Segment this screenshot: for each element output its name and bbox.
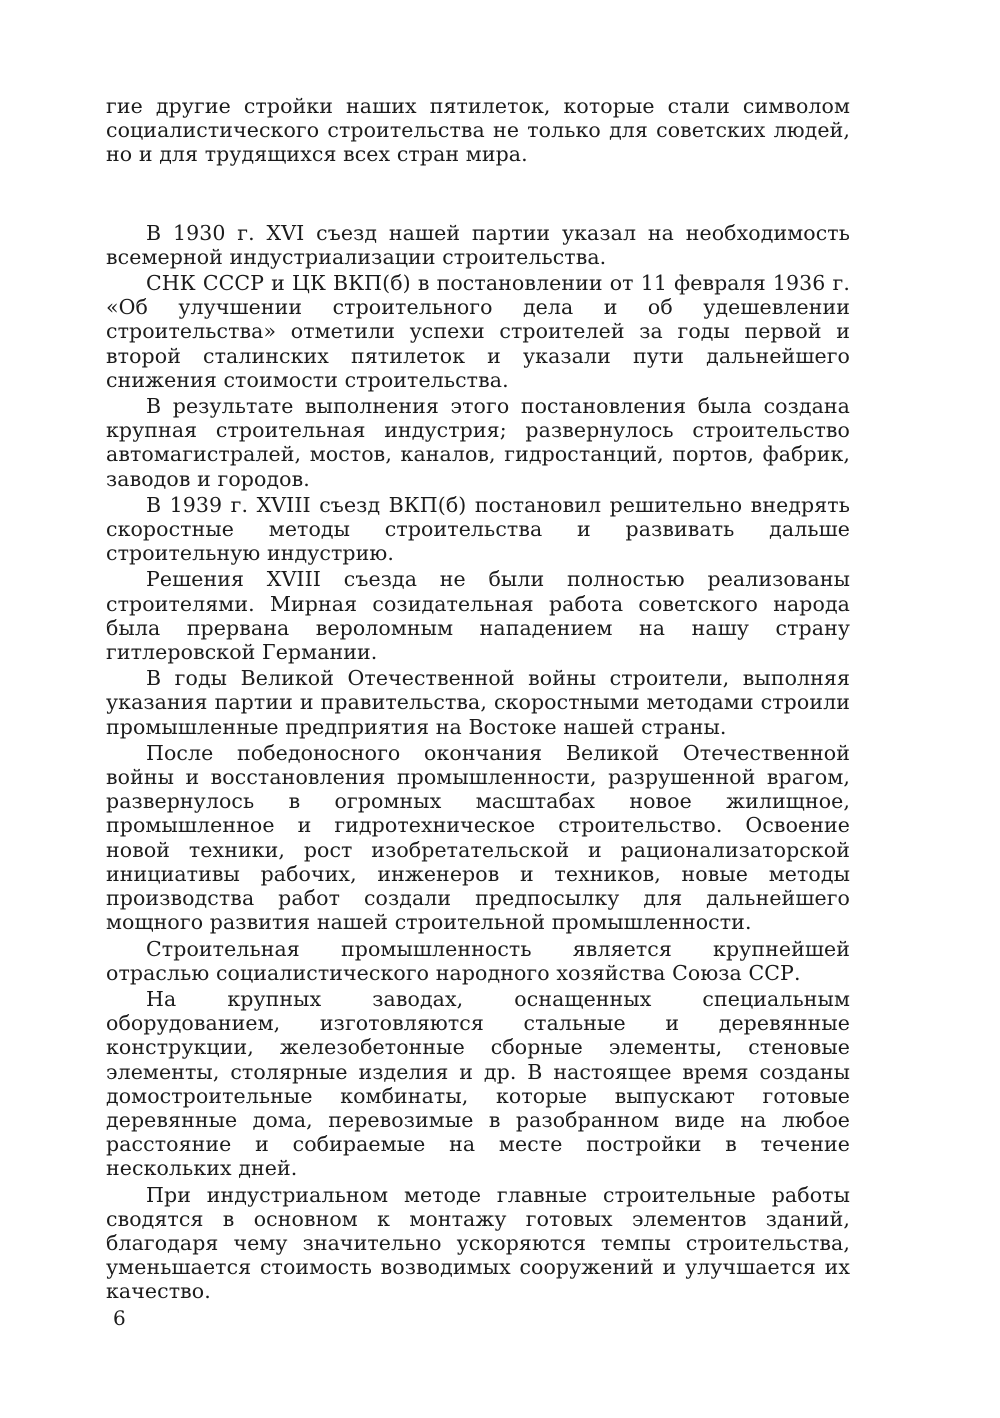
paragraph: Решения XVIII съезда не были полностью реализованы строителями. Мирная созидательная работа советского народа была прервана вероломным нападением на нашу страну гитлеровской Германии.: [106, 567, 850, 665]
paragraph: После победоносного окончания Великой Отечественной войны и восстановления промышленности, разрушенной врагом, развернулось в огромных масштабах новое жилищное, промышленное и гидротехническое строительство. Освоение новой техники, рост изобретательской и рационализаторской инициативы рабочих, инженеров и техников, новые методы производства работ создали предпосылку для дальнейшего мощного развития нашей строительной промышленности.: [106, 740, 850, 935]
page-number: 6: [113, 1306, 126, 1330]
document-page: [106, 94, 850, 1394]
paragraph: В 1939 г. XVIII съезд ВКП(б) постановил решительно внедрять скоростные методы строительства и развивать дальше строительную индустрию.: [106, 492, 850, 566]
paragraph: В годы Великой Отечественной войны строители, выполняя указания партии и правительства, скоростными методами строили промышленные предприятия на Востоке нашей страны.: [106, 666, 850, 739]
paragraph: При индустриальном методе главные строительные работы сводятся в основном к монтажу готовых элементов зданий, благодаря чему значительно ускоряются темпы строительства, уменьшается стоимость возводимых сооружений и улучшается их качество.: [106, 1182, 850, 1304]
paragraph: На крупных заводах, оснащенных специальным оборудованием, изготовляются стальные и деревянные конструкции, железобетонные сборные элементы, стеновые элементы, столярные изделия и др. В настоящее время созданы домостроительные комбинаты, которые выпускают готовые деревянные дома, перевозимые в разобранном виде на любое расстояние и собираемые на месте постройки в течение нескольких дней.: [106, 986, 850, 1181]
paragraph: В 1930 г. XVI съезд нашей партии указал на необходимость всемерной индустриализации строительства.: [106, 220, 850, 269]
paragraph: В результате выполнения этого постановления была создана крупная строительная индустрия; развернулось строительство автомагистралей, мостов, каналов, гидростанций, портов, фабрик, заводов и городов.: [106, 394, 850, 491]
text-body: [106, 221, 850, 1304]
section-gap: [106, 167, 850, 221]
paragraph: СНК СССР и ЦК ВКП(б) в постановлении от 11 февраля 1936 г. «Об улучшении строительного дела и об удешевлении строительства» отметили успехи строителей за годы первой и второй сталинских пятилеток и указали пути дальнейшего снижения стоимости строительства.: [106, 271, 850, 392]
opening-paragraph: гие другие стройки наших пятилеток, которые стали символом социалистического строительства не только для советских людей, но и для трудящихся всех стран мира.: [106, 94, 850, 167]
paragraph: Строительная промышленность является крупнейшей отраслью социалистического народного хозяйства Союза ССР.: [106, 936, 850, 985]
